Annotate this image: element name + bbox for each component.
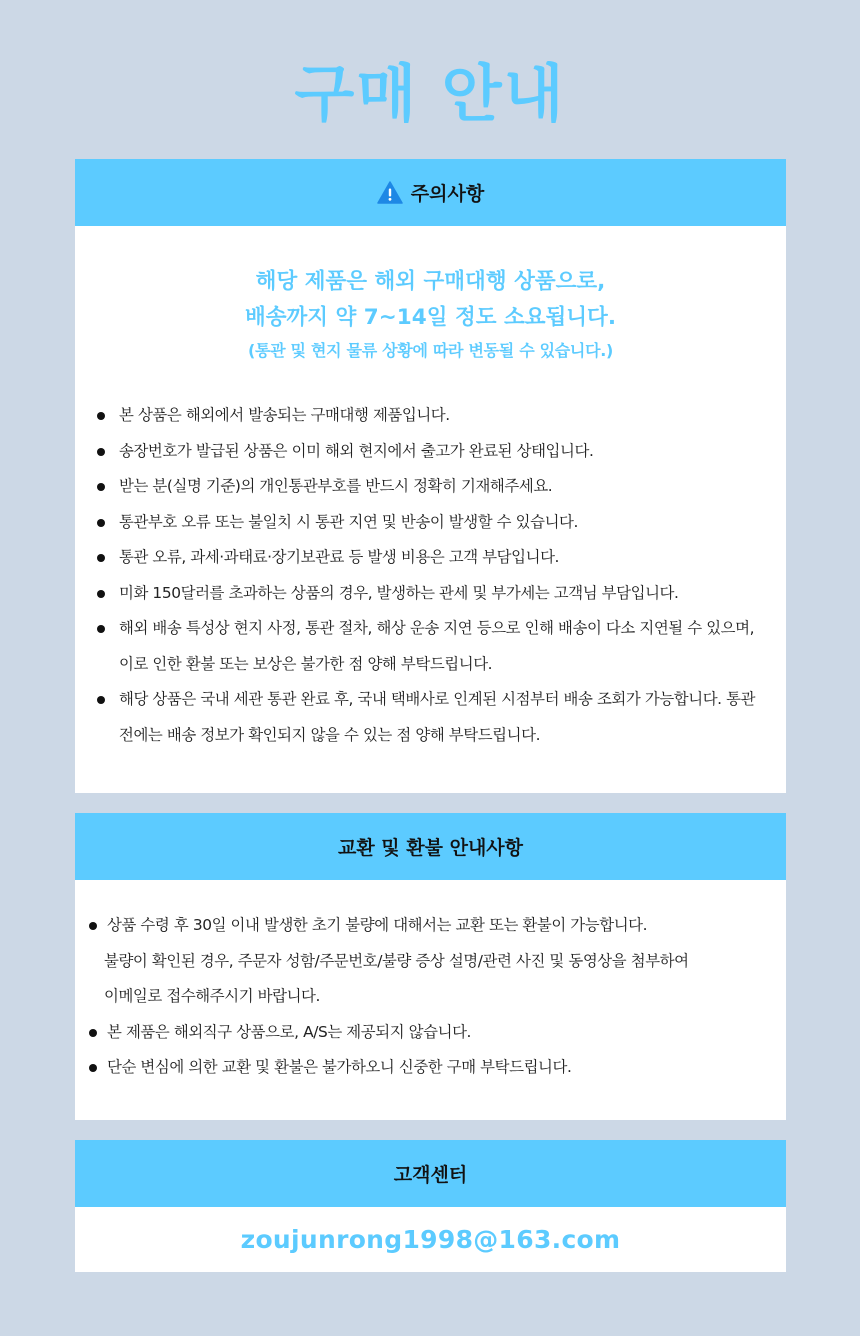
list-item: 상품 수령 후 30일 이내 발생한 초기 불량에 대해서는 교환 또는 환불이 가능합니다. xyxy=(87,908,776,944)
list-item: 해당 상품은 국내 세관 통관 완료 후, 국내 택배사로 인계된 시점부터 배송 조회가 가능합니다. 통관 전에는 배송 정보가 확인되지 않을 수 있는 점 양해 부탁드립니다. xyxy=(95,682,772,753)
list-item: 통관부호 오류 또는 불일치 시 통관 지연 및 반송이 발생할 수 있습니다. xyxy=(95,505,772,541)
refund-panel xyxy=(75,813,786,1120)
list-item: 본 제품은 해외직구 상품으로, A/S는 제공되지 않습니다. xyxy=(87,1015,776,1051)
notice-panel xyxy=(75,159,786,793)
list-item: 미화 150달러를 초과하는 상품의 경우, 발생하는 관세 및 부가세는 고객님 부담입니다. xyxy=(95,576,772,612)
page-title: 구매 안내 xyxy=(294,57,566,130)
warning-icon xyxy=(377,181,403,204)
refund-list xyxy=(75,908,786,1086)
highlight-line-3: (통관 및 현지 물류 상황에 따라 변동될 수 있습니다.) xyxy=(247,341,614,360)
list-item: 송장번호가 발급된 상품은 이미 해외 현지에서 출고가 완료된 상태입니다. xyxy=(95,434,772,470)
notice-header xyxy=(75,159,786,226)
refund-header: 교환 및 환불 안내사항 xyxy=(75,813,786,880)
contact-email: zoujunrong1998@163.com xyxy=(240,1225,621,1254)
list-item-continuation: 이메일로 접수해주시기 바랍니다. xyxy=(104,987,321,1005)
highlight-line-1: 해당 제품은 해외 구매대행 상품으로, xyxy=(255,269,606,294)
list-item: 단순 변심에 의한 교환 및 환불은 불가하오니 신중한 구매 부탁드립니다. xyxy=(87,1050,776,1086)
list-item: 받는 분(실명 기준)의 개인통관부호를 반드시 정확히 기재해주세요. xyxy=(95,469,772,505)
list-item: 본 상품은 해외에서 발송되는 구매대행 제품입니다. xyxy=(95,398,772,434)
shipping-highlight xyxy=(75,264,786,366)
highlight-line-2: 배송까지 약 7~14일 정도 소요됩니다. xyxy=(244,305,616,330)
notice-list xyxy=(75,398,786,753)
list-item-continuation: 불량이 확인된 경우, 주문자 성함/주문번호/불량 증상 설명/관련 사진 및 동영상을 첨부하여 xyxy=(104,951,689,970)
customer-center-header: 고객센터 xyxy=(75,1140,786,1207)
notice-header-label: 주의사항 xyxy=(410,183,485,205)
customer-center-panel xyxy=(75,1140,786,1272)
list-item: 해외 배송 특성상 현지 사정, 통관 절차, 해상 운송 지연 등으로 인해 배송이 다소 지연될 수 있으며, 이로 인한 환불 또는 보상은 불가한 점 양해 부탁드립니다. xyxy=(95,611,772,682)
list-item: 통관 오류, 과세·과태료·장기보관료 등 발생 비용은 고객 부담입니다. xyxy=(95,540,772,576)
